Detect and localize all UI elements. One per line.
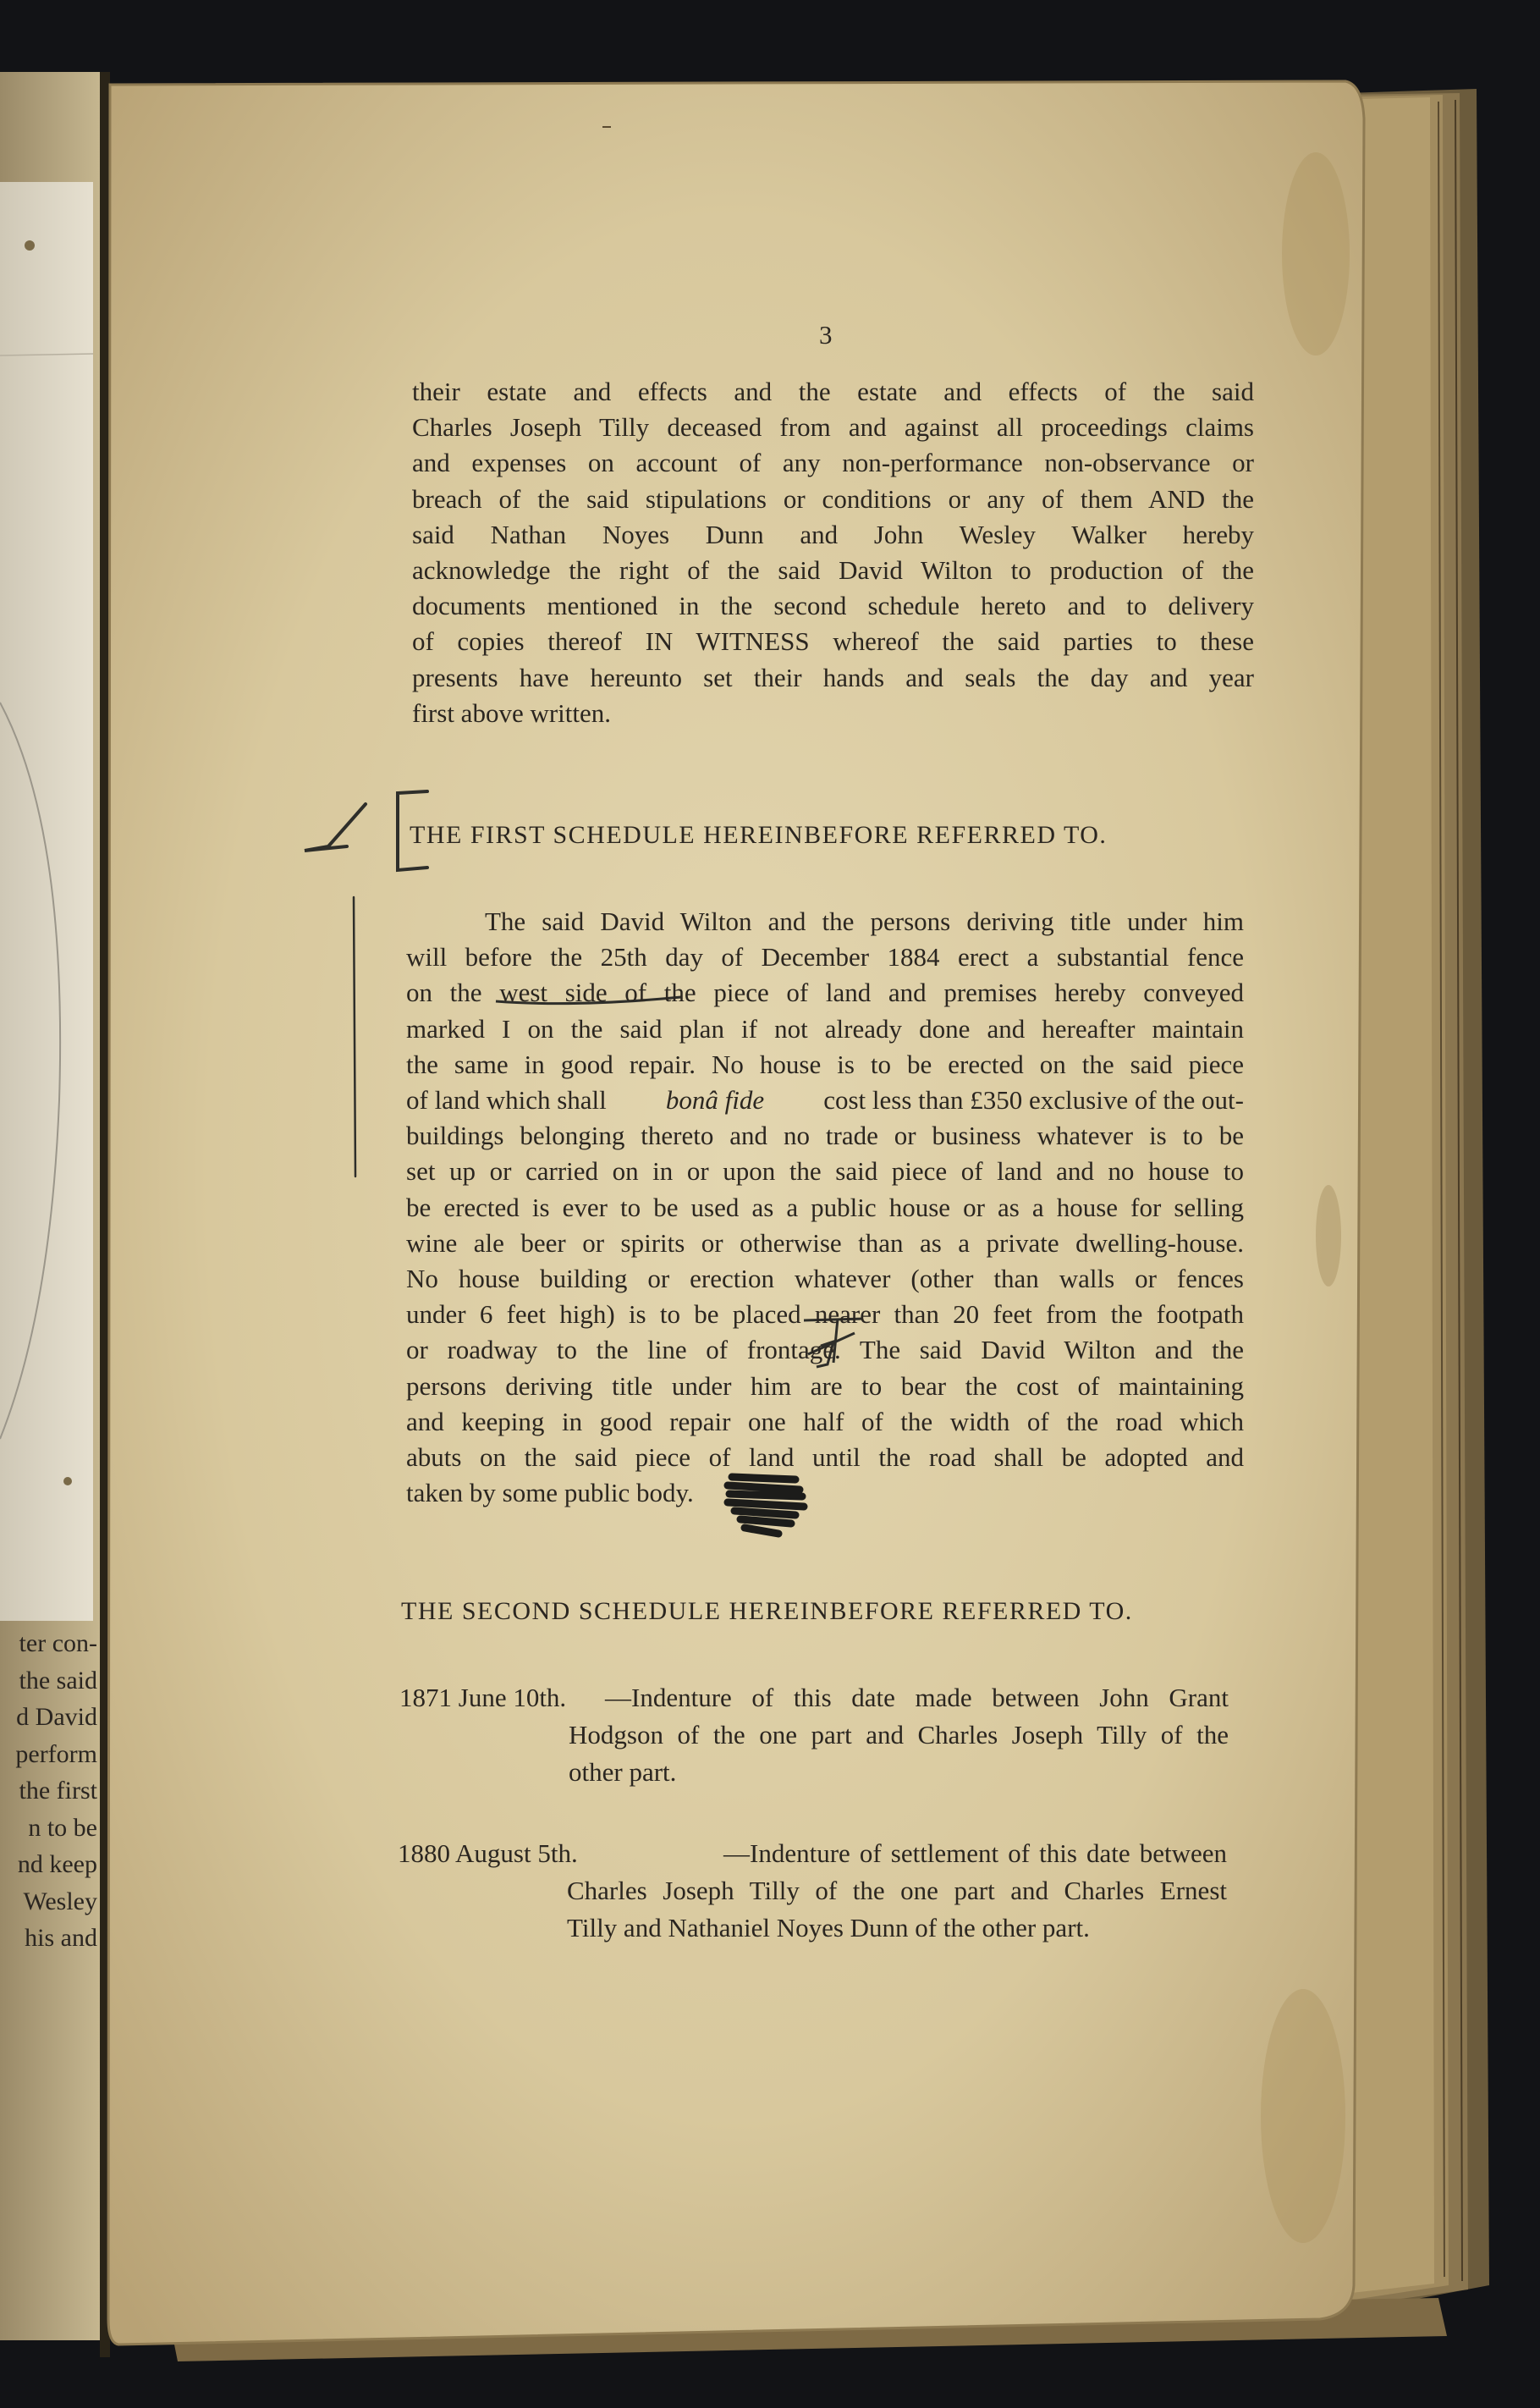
text-line: their estate and effects and the estate and effects of the said — [412, 377, 1254, 406]
text-fragment: of land which shall — [406, 1085, 607, 1116]
text-line: said Nathan Noyes Dunn and John Wesley Walker hereby — [412, 519, 1254, 549]
entry-date: 1871 June 10th. — [399, 1683, 567, 1712]
text-line: other part. — [569, 1757, 677, 1787]
latin-phrase: bonâ fide — [665, 1085, 765, 1116]
text-line: and keeping in good repair one half of the width of the road which — [406, 1406, 1244, 1436]
text-line: will before the 25th day of December 1884 erect a substantial fence — [406, 942, 1244, 973]
text-line: ter con- — [19, 1629, 97, 1657]
text-fragment: cost less than £350 exclusive of the out- — [823, 1085, 1244, 1116]
text-line: Charles Joseph Tilly deceased from and against all proceedings claims — [412, 412, 1254, 443]
text-line: of copies thereof IN WITNESS whereof the said parties to these — [412, 626, 1254, 657]
text-line: under 6 feet high) is to be placed nearer than 20 feet from the footpath — [406, 1299, 1244, 1330]
page-number: 3 — [819, 320, 833, 350]
text-line: or roadway to the line of frontage. The said David Wilton and the — [406, 1335, 1244, 1365]
text-line: n to be — [28, 1813, 97, 1842]
text-line: persons deriving title under him are to bear the cost of maintaining — [406, 1370, 1244, 1401]
text-line: the said — [19, 1666, 97, 1694]
text-line: documents mentioned in the second schedule hereto and to delivery — [412, 591, 1254, 621]
text-line: and expenses on account of any non-performance non-observance or — [412, 448, 1254, 478]
text-line: Charles Joseph Tilly of the one part and Charles Ernest — [567, 1876, 1227, 1905]
text-line: Wesley — [23, 1887, 97, 1915]
opening-paragraph — [412, 374, 1254, 731]
text-line: d David — [16, 1703, 97, 1731]
text-line: be erected is ever to be used as a public house or as a house for selling — [406, 1192, 1244, 1222]
text-line: set up or carried on in or upon the said piece of land and no house to — [406, 1156, 1244, 1187]
text-line: perform — [15, 1739, 97, 1768]
first-schedule-body — [406, 904, 1244, 1511]
text-line: Tilly and Nathaniel Noyes Dunn of the other part. — [567, 1913, 1090, 1942]
text-line: breach of the said stipulations or conditions or any of them AND the — [412, 483, 1254, 514]
second-schedule-heading: THE SECOND SCHEDULE HEREINBEFORE REFERRED TO. — [401, 1597, 1133, 1625]
text-line: nd keep — [17, 1850, 97, 1878]
text-line-composite — [406, 1083, 1244, 1118]
text-line: abuts on the said piece of land until the road shall be adopted and — [406, 1442, 1244, 1473]
facing-page-text — [0, 1625, 97, 1964]
text-line: the first — [19, 1777, 97, 1805]
text-line: presents have hereunto set their hands and seals the day and year — [412, 662, 1254, 692]
text-line: first above written. — [412, 697, 612, 728]
text-line: his and — [25, 1924, 97, 1952]
text-line: taken by some public body. — [406, 1478, 694, 1508]
text-line: Hodgson of the one part and Charles Joseph Tilly of the — [569, 1720, 1229, 1750]
text-line: acknowledge the right of the said David Wilton to production of the — [412, 555, 1254, 586]
entry-date: 1880 August 5th. — [398, 1838, 578, 1868]
first-schedule-heading: THE FIRST SCHEDULE HEREINBEFORE REFERRED TO. — [410, 821, 1108, 849]
text-line: —Indenture of settlement of this date between — [723, 1838, 1227, 1868]
text-line: on the west side of the piece of land and premises hereby conveyed — [406, 978, 1244, 1008]
text-line: wine ale beer or spirits or otherwise than as a private dwelling-house. — [406, 1227, 1244, 1258]
text-line: marked I on the said plan if not already done and hereafter maintain — [406, 1013, 1244, 1044]
entry-description — [567, 1835, 1227, 1947]
text-line: No house building or erection whatever (other than walls or fences — [406, 1264, 1244, 1294]
text-line: —Indenture of this date made between John Grant — [605, 1683, 1229, 1712]
text-line: the same in good repair. No house is to be erected on the said piece — [406, 1049, 1244, 1079]
entry-description — [569, 1679, 1229, 1791]
text-line: The said David Wilton and the persons deriving title under him — [485, 906, 1244, 936]
text-line: buildings belonging thereto and no trade or business whatever is to be — [406, 1121, 1244, 1151]
